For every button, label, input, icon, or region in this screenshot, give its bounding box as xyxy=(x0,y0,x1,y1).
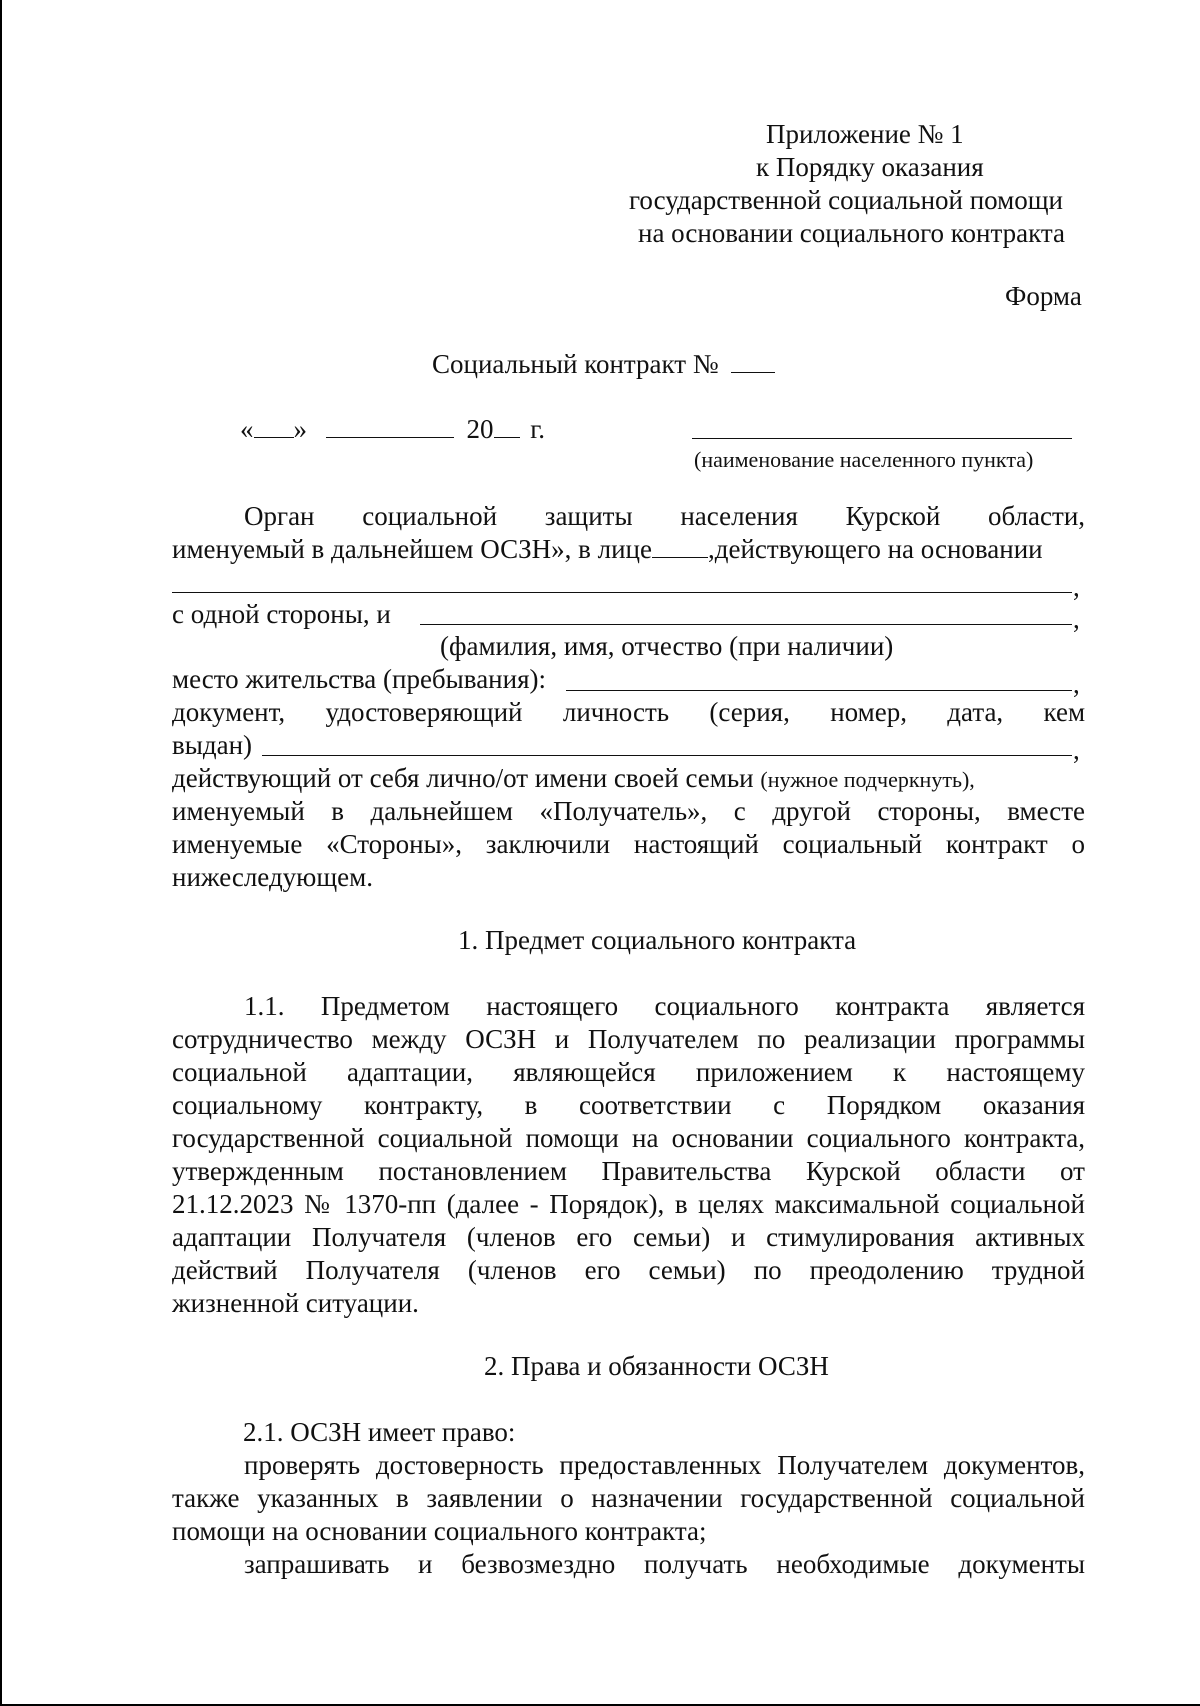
year-prefix: 20 xyxy=(466,414,494,444)
intro-word: населения xyxy=(680,501,798,531)
doc-word: номер, xyxy=(830,697,907,727)
appendix-number: Приложение № 1 xyxy=(766,119,964,149)
doc-word: (серия, xyxy=(709,697,790,727)
paragraph-line: социальному контракту, в соответствии с Порядком оказания xyxy=(172,1090,1085,1120)
intro-end-line: нижеследующем. xyxy=(172,862,373,892)
year-blank[interactable] xyxy=(494,413,520,438)
recipient-comma: , xyxy=(1073,604,1080,634)
day-blank[interactable] xyxy=(254,413,294,438)
residence-label: место жительства (пребывания): xyxy=(172,664,546,694)
other-party-label: с одной стороны, и xyxy=(172,599,391,629)
contract-number-blank[interactable] xyxy=(731,348,775,373)
paragraph-line: действий Получателя (членов его семьи) по преодолению трудной xyxy=(172,1255,1085,1285)
date-open-quote: « xyxy=(240,414,254,444)
doc-word: личность xyxy=(562,697,670,727)
section-2-heading: 2. Права и обязанности ОСЗН xyxy=(484,1351,829,1381)
doc-word: дата, xyxy=(947,697,1004,727)
intro-representative-label: именуемый в дальнейшем ОСЗН», в лице xyxy=(172,534,652,564)
doc-word: кем xyxy=(1043,697,1086,727)
doc-word: удостоверяющий xyxy=(325,697,523,727)
appendix-line-2: к Порядку оказания xyxy=(756,152,984,182)
paragraph-line: 1.1. Предметом настоящего социального контракта является xyxy=(244,991,1085,1021)
acting-text: действующий от себя лично/от имени своей семьи xyxy=(172,763,754,793)
intro-named-line: именуемый в дальнейшем «Получатель», с другой стороны, вместе xyxy=(172,796,1085,826)
paragraph-line: утвержденным постановлением Правительства Курской области от xyxy=(172,1156,1085,1186)
intro-word: защиты xyxy=(544,501,633,531)
paragraph-line: сотрудничество между ОСЗН и Получателем по реализации программы xyxy=(172,1024,1085,1054)
issued-comma: , xyxy=(1073,735,1080,765)
intro-basis-label: ,действующего на основании xyxy=(707,534,1043,564)
basis-blank[interactable] xyxy=(172,592,1072,593)
paragraph-line: также указанных в заявлении о назначении государственной социальной xyxy=(172,1483,1085,1513)
acting-note: (нужное подчеркнуть), xyxy=(760,767,975,792)
settlement-caption: (наименование населенного пункта) xyxy=(694,447,1034,472)
form-label: Форма xyxy=(1005,281,1082,311)
intro-word: социальной xyxy=(362,501,498,531)
month-blank[interactable] xyxy=(326,413,454,438)
date-close-quote: » xyxy=(293,414,307,444)
intro-parties-line: именуемые «Стороны», заключили настоящий социальный контракт о xyxy=(172,829,1085,859)
date-line xyxy=(240,413,545,445)
doc-word: документ, xyxy=(172,697,286,727)
residence-blank[interactable] xyxy=(566,690,1072,691)
paragraph-line: жизненной ситуации. xyxy=(172,1288,419,1318)
fio-caption: (фамилия, имя, отчество (при наличии) xyxy=(440,631,894,661)
appendix-line-4: на основании социального контракта xyxy=(638,218,1065,248)
intro-word: области, xyxy=(988,501,1086,531)
representative-blank[interactable] xyxy=(652,533,708,558)
section-2-1-heading: 2.1. ОСЗН имеет право: xyxy=(243,1417,516,1447)
settlement-blank[interactable] xyxy=(692,438,1072,439)
acting-line xyxy=(172,762,975,796)
year-suffix: г. xyxy=(530,414,546,444)
section-1-heading: 1. Предмет социального контракта xyxy=(458,925,857,955)
paragraph-line: адаптации Получателя (членов его семьи) и стимулирования активных xyxy=(172,1222,1085,1252)
appendix-line-3: государственной социальной помощи xyxy=(629,185,1063,215)
intro-word: Курской xyxy=(845,501,941,531)
issued-blank[interactable] xyxy=(262,755,1072,756)
id-document-line xyxy=(172,696,1085,729)
residence-comma: , xyxy=(1073,669,1080,699)
section-2-paragraph-2: запрашивать и безвозмездно получать необходимые документы xyxy=(244,1549,1085,1579)
intro-line-1 xyxy=(172,500,1085,533)
paragraph-line: 21.12.2023 № 1370-пп (далее - Порядок), в целях максимальной социальной xyxy=(172,1189,1085,1219)
paragraph-line: социальной адаптации, являющейся приложением к настоящему xyxy=(172,1057,1085,1087)
page-left-edge xyxy=(0,0,2,1706)
contract-title-text: Социальный контракт № xyxy=(432,349,719,379)
basis-comma: , xyxy=(1073,572,1080,602)
intro-line-2 xyxy=(172,533,1043,565)
intro-word: Орган xyxy=(244,501,315,531)
paragraph-line: помощи на основании социального контракта; xyxy=(172,1516,707,1546)
issued-label: выдан) xyxy=(172,730,253,760)
paragraph-line: государственной социальной помощи на основании социального контракта, xyxy=(172,1123,1085,1153)
recipient-name-blank[interactable] xyxy=(420,624,1072,625)
contract-title xyxy=(432,348,775,380)
paragraph-line: проверять достоверность предоставленных Получателем документов, xyxy=(244,1450,1085,1480)
